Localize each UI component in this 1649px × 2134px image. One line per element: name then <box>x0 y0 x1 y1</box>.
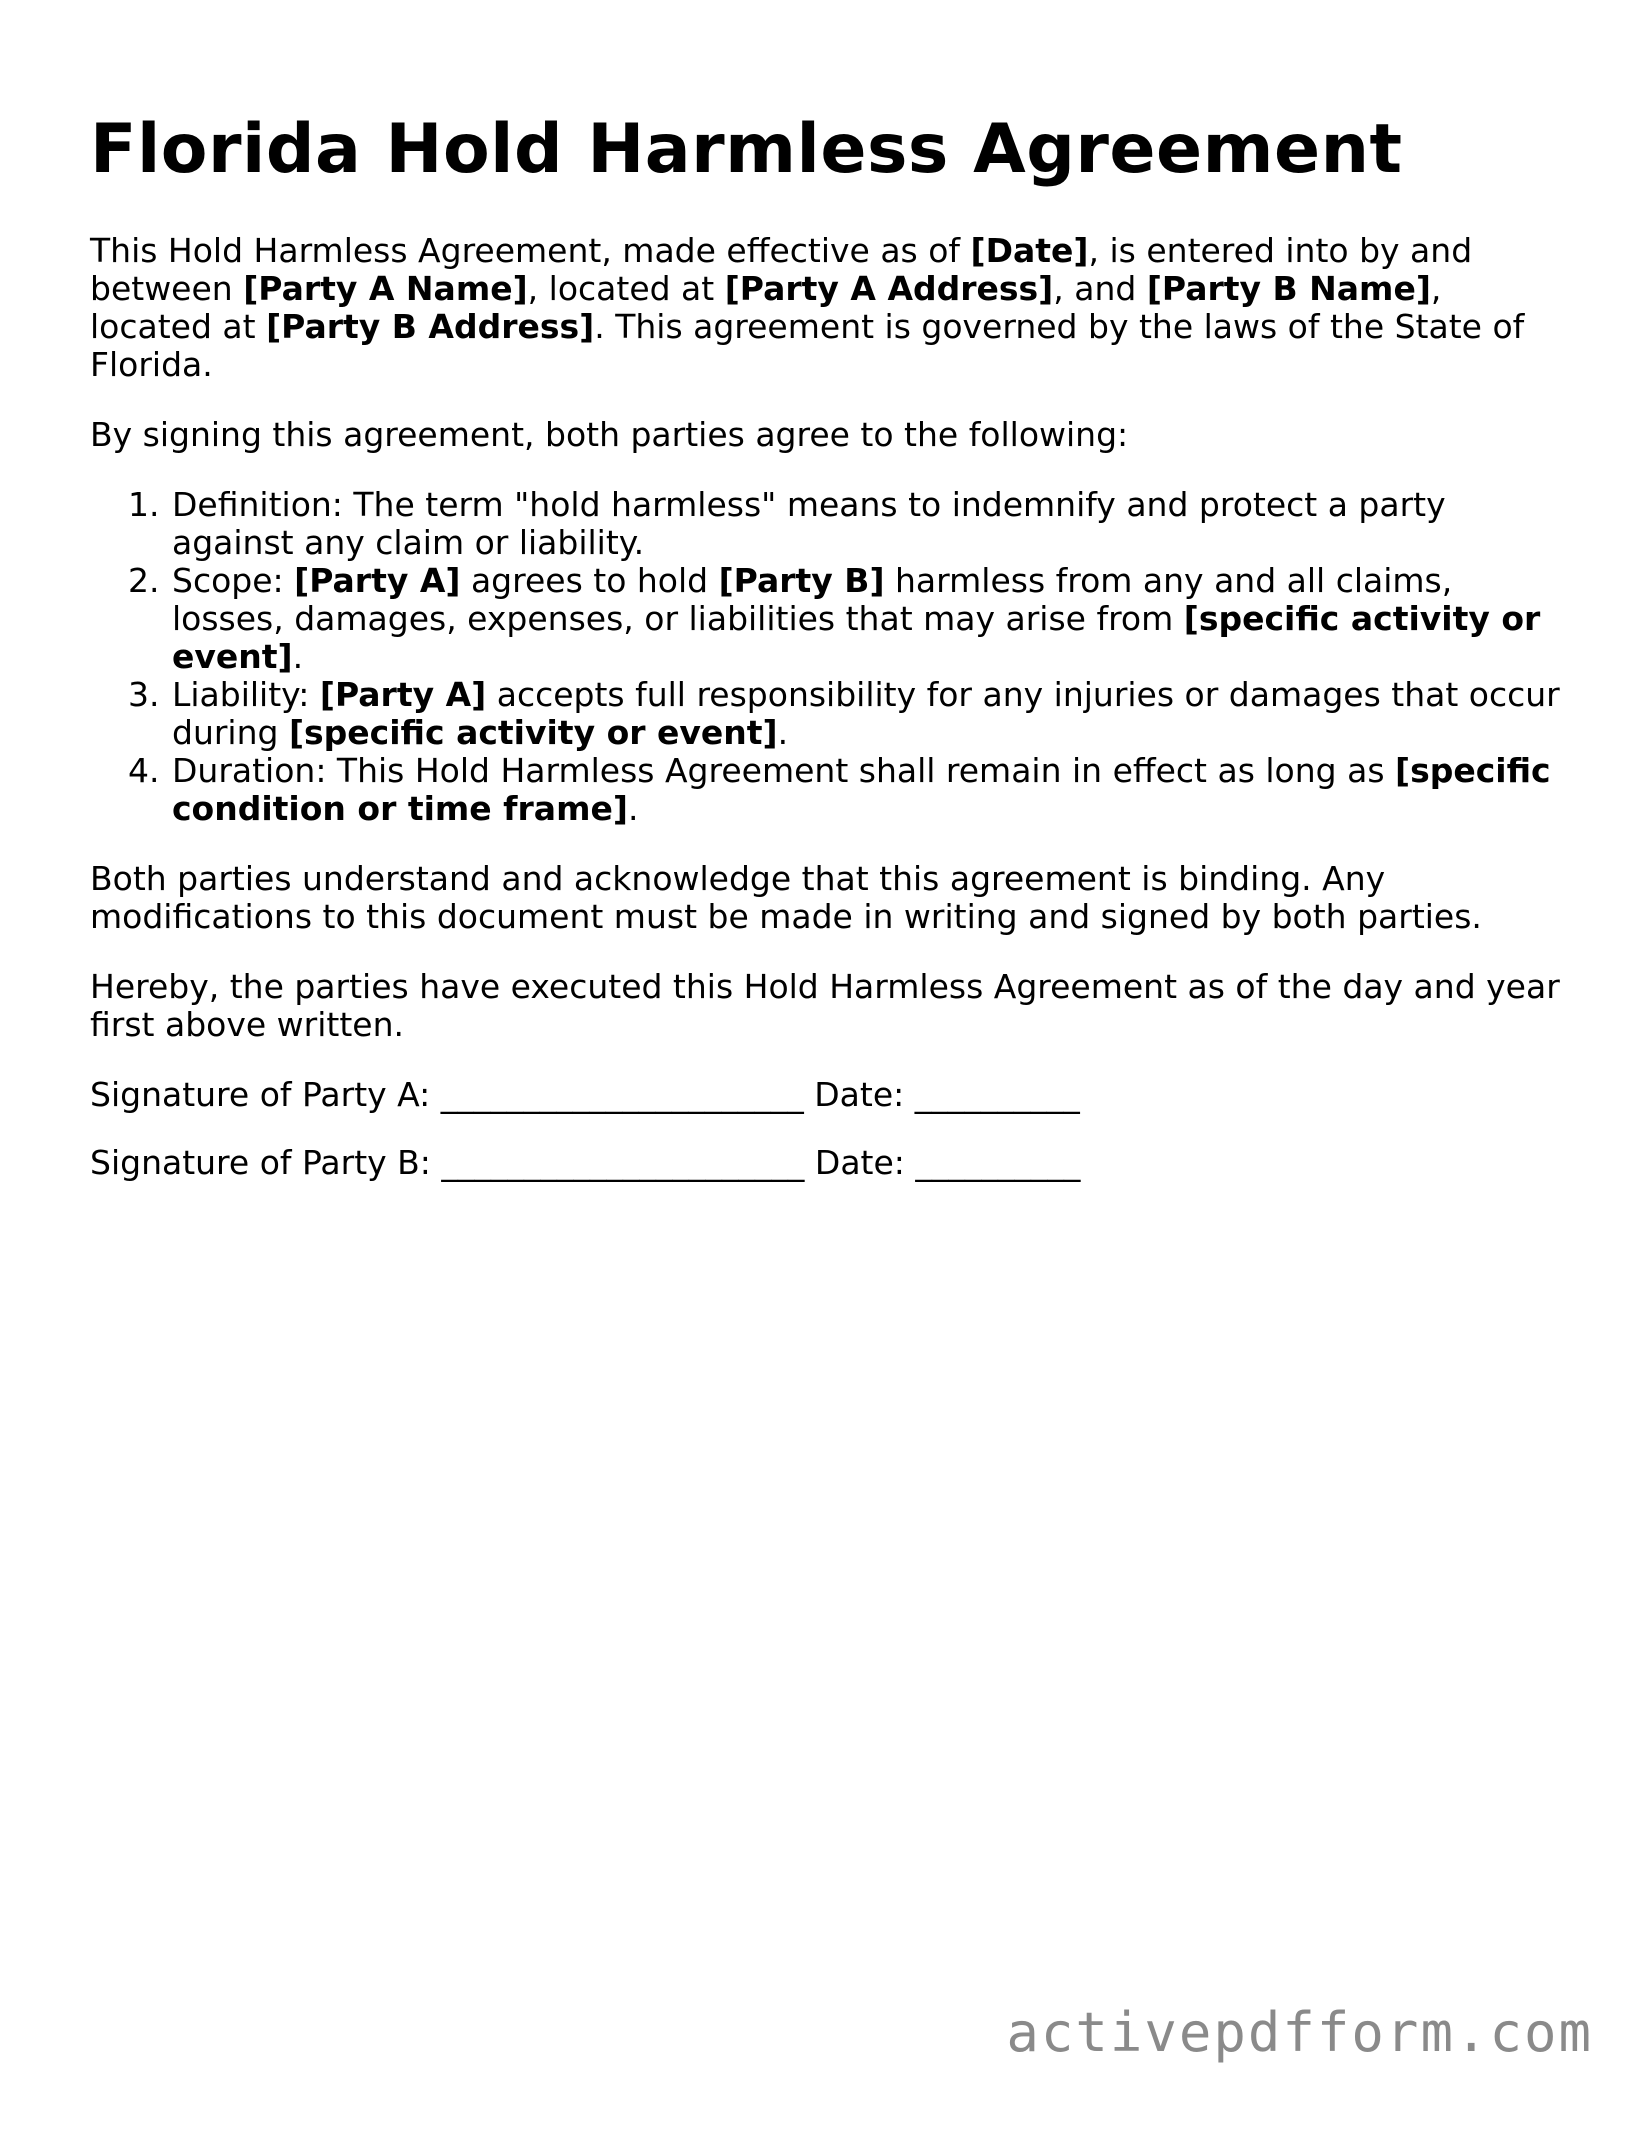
watermark: activepdfform.com <box>1006 2001 1593 2064</box>
lead-paragraph: By signing this agreement, both parties agree to the following: <box>90 415 1129 454</box>
term-text: accepts full responsibility for any injuries or damages that occur during <box>172 675 1560 752</box>
intro-text: , is entered into by and between <box>90 231 1473 308</box>
party-b-name-placeholder: [Party B Name] <box>1146 269 1431 308</box>
signature-field[interactable]: ______________________ <box>441 1143 805 1182</box>
term-text: Definition: The term "hold harmless" means to indemnify and protect a party against any claim or liability. <box>172 485 1446 562</box>
term-text: Scope: <box>172 561 295 600</box>
term-liability <box>170 676 1570 752</box>
party-a-placeholder: [Party A] <box>319 675 487 714</box>
intro-text: This Hold Harmless Agreement, made effective as of <box>90 231 971 270</box>
execution-paragraph: Hereby, the parties have executed this Hold Harmless Agreement as of the day and year first above written. <box>90 967 1560 1044</box>
term-text: . <box>292 637 304 676</box>
party-a-address-placeholder: [Party A Address] <box>724 269 1054 308</box>
closing-paragraph: Both parties understand and acknowledge that this agreement is binding. Any modifications to this document must be made in writing and signed by both parties. <box>90 859 1482 936</box>
date-field[interactable]: __________ <box>914 1075 1080 1114</box>
term-text: . <box>627 789 639 828</box>
date-field[interactable]: __________ <box>915 1143 1081 1182</box>
term-text: agrees to hold <box>460 561 719 600</box>
signature-field[interactable]: ______________________ <box>440 1075 804 1114</box>
intro-paragraph <box>90 232 1570 384</box>
timeframe-placeholder: [specific condition or time frame] <box>172 751 1551 828</box>
intro-text: , and <box>1053 269 1147 308</box>
activity-placeholder: [specific activity or event] <box>288 713 778 752</box>
term-duration <box>170 752 1570 828</box>
party-a-name-placeholder: [Party A Name] <box>243 269 528 308</box>
date-placeholder: [Date] <box>970 231 1089 270</box>
party-b-placeholder: [Party B] <box>718 561 885 600</box>
activity-placeholder: [specific activity or event] <box>172 599 1541 676</box>
signature-label: Signature of Party A: <box>90 1075 431 1114</box>
term-text: Liability: <box>172 675 320 714</box>
term-definition <box>170 486 1570 562</box>
term-text: . <box>777 713 789 752</box>
document-page <box>90 110 1570 1182</box>
signature-row-party-a <box>90 1076 1570 1114</box>
date-label: Date: <box>814 1143 905 1182</box>
intro-text: . This agreement is governed by the laws of the State of Florida. <box>90 307 1525 384</box>
party-b-address-placeholder: [Party B Address] <box>266 307 595 346</box>
term-text: Duration: This Hold Harmless Agreement shall remain in effect as long as <box>172 751 1395 790</box>
term-scope <box>170 562 1570 676</box>
document-title: Florida Hold Harmless Agreement <box>90 110 1403 189</box>
date-label: Date: <box>814 1075 905 1114</box>
term-text: harmless from any and all claims, losses, damages, expenses, or liabilities that may arise from <box>172 561 1453 638</box>
intro-text: , located at <box>90 269 1442 346</box>
terms-list <box>90 486 1570 828</box>
signature-label: Signature of Party B: <box>90 1143 431 1182</box>
party-a-placeholder: [Party A] <box>294 561 461 600</box>
intro-text: , located at <box>527 269 725 308</box>
signature-row-party-b <box>90 1144 1570 1182</box>
